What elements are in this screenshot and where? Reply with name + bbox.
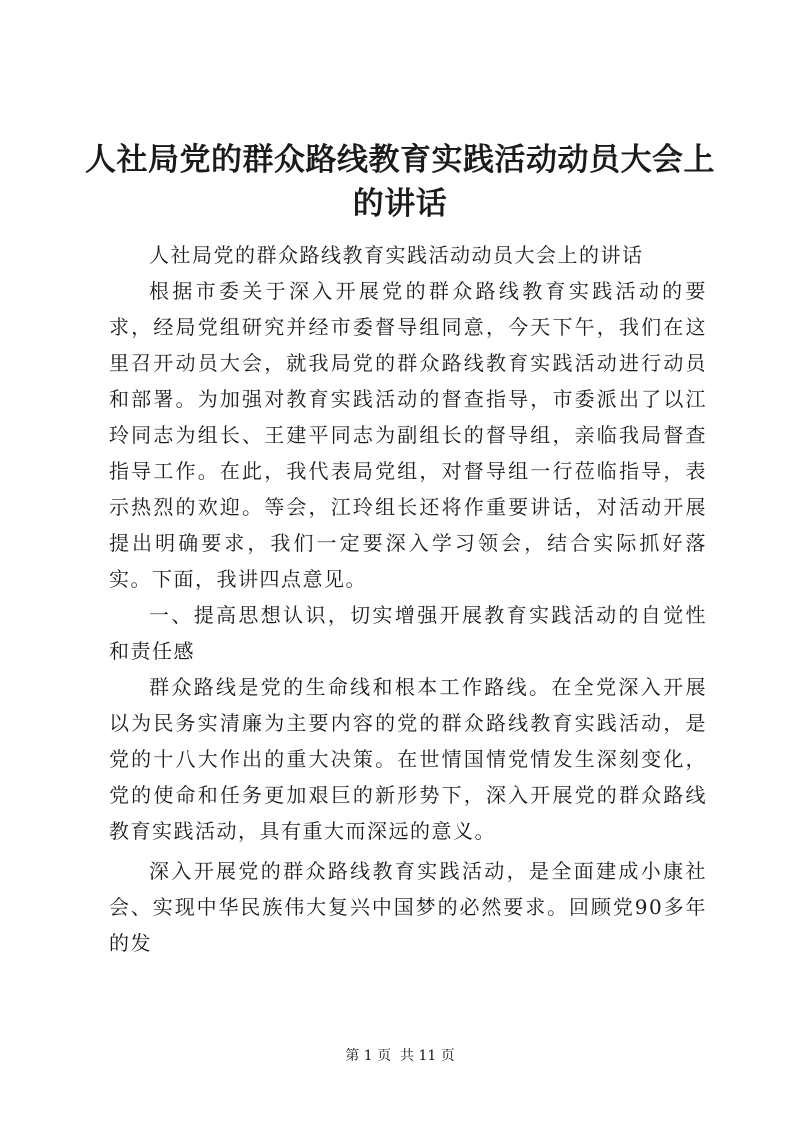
- body-paragraph: 深入开展党的群众路线教育实践活动，是全面建成小康社会、实现中华民族伟大复兴中国梦的必然要求。回顾党90多年的发: [109, 859, 707, 955]
- document-title: [80, 138, 720, 226]
- body-paragraph: 根据市委关于深入开展党的群众路线教育实践活动的要求，经局党组研究并经市委督导组同意，今天下午，我们在这里召开动员大会，就我局党的群众路线教育实践活动进行动员和部署。为加强对教育实践活动的督查指导，市委派出了以江玲同志为组长、王建平同志为副组长的督导组，亲临我局督查指导工作。在此，我代表局党组，对督导组一行莅临指导，表示热烈的欢迎。等会，江玲组长还将作重要讲话，对活动开展提出明确要求，我们一定要深入学习领会，结合实际抓好落实。下面，我讲四点意见。: [109, 279, 707, 591]
- title-line-1: 人社局党的群众路线教育实践活动动员大会上: [85, 142, 715, 178]
- document-body: [109, 237, 707, 961]
- body-paragraph: 群众路线是党的生命线和根本工作路线。在全党深入开展以为民务实清廉为主要内容的党的群众路线教育实践活动，是党的十八大作出的重大决策。在世情国情党情发生深刻变化，党的使命和任务更加艰巨的新形势下，深入开展党的群众路线教育实践活动，具有重大而深远的意义。: [109, 675, 707, 843]
- subtitle-paragraph: 人社局党的群众路线教育实践活动动员大会上的讲话: [149, 243, 644, 267]
- page-footer: [0, 1046, 800, 1066]
- title-line-2: 的讲话: [352, 186, 448, 222]
- page-number: 第 1 页 共 11 页: [345, 1048, 455, 1064]
- section-heading: 一、提高思想认识，切实增强开展教育实践活动的自觉性和责任感: [109, 603, 707, 663]
